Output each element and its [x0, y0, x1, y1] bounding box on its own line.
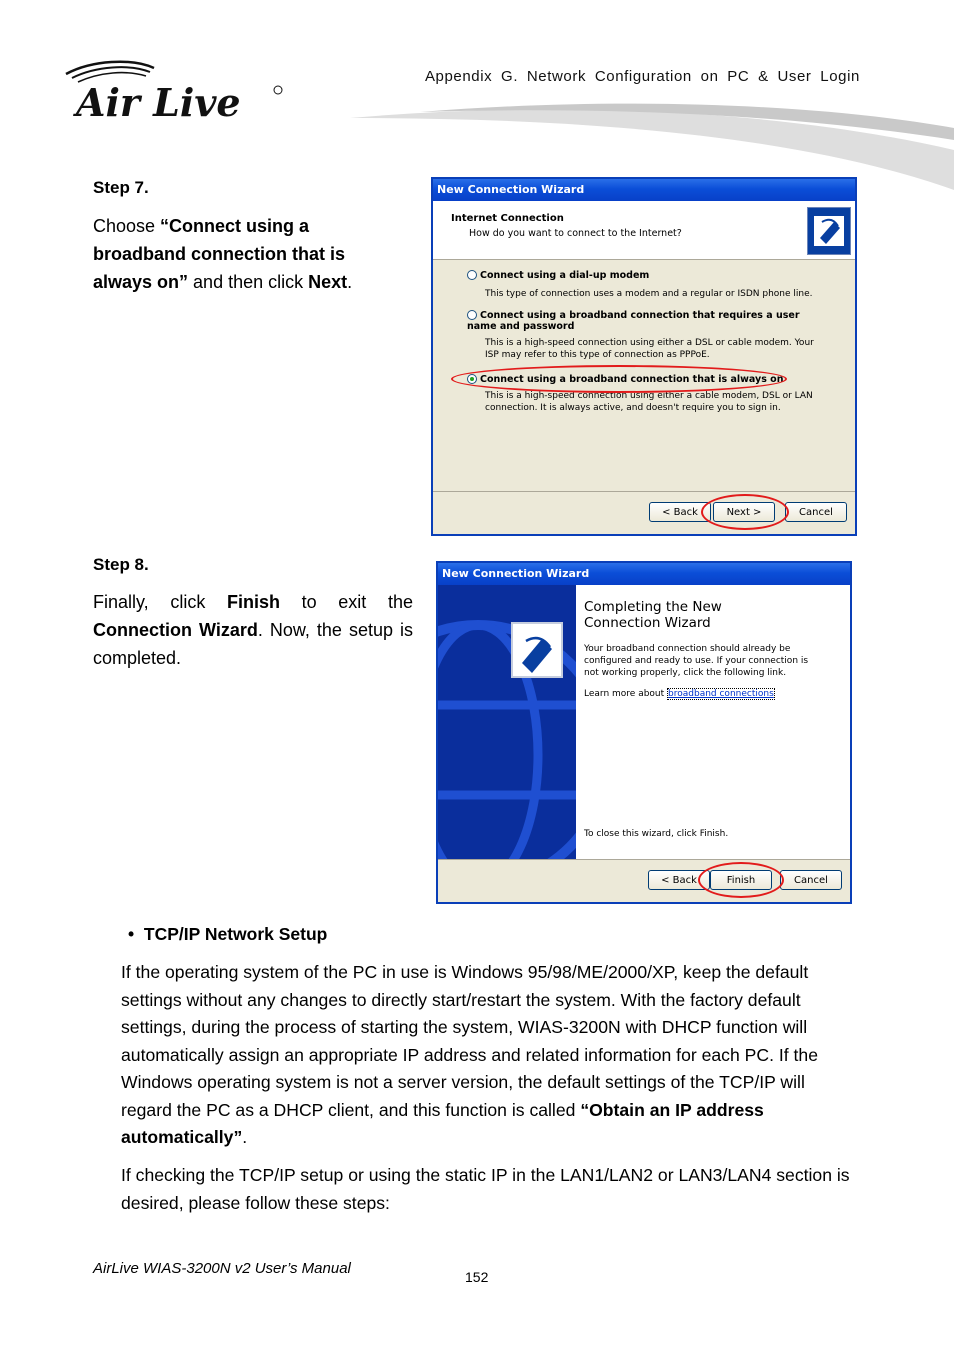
footer-manual-title: AirLive WIAS-3200N v2 User’s Manual — [93, 1260, 351, 1277]
learn-more-line: Learn more about broadband connections — [584, 689, 774, 699]
step-7-instruction: Choose “Connect using a broadband connection that is always on” and then click Next. — [93, 216, 353, 292]
next-button[interactable]: Next > — [713, 502, 775, 522]
broadband-connections-link[interactable]: broadband connections — [668, 689, 774, 699]
option-dialup[interactable]: Connect using a dial-up modem — [467, 270, 649, 281]
dialog-titlebar: New Connection Wizard — [438, 563, 850, 585]
page-header-title: Appendix G. Network Configuration on PC & User Login — [424, 68, 860, 85]
highlight-circle — [451, 365, 787, 393]
tcpip-bullet-heading: • TCP/IP Network Setup — [128, 924, 328, 944]
dialog-titlebar: New Connection Wizard — [433, 179, 855, 201]
step-8-instruction: Finally, click Finish to exit the Connection Wizard. Now, the setup is completed. — [93, 592, 413, 668]
back-button[interactable]: < Back — [649, 502, 711, 522]
step-7-title: Step 7. — [93, 178, 149, 197]
highlight-circle — [701, 494, 789, 530]
tcpip-paragraph-1: If the operating system of the PC in use is Windows 95/98/ME/2000/XP, keep the default settings without any changes to directly start/restart the system. With the factory default settings, during the process of starting the system, WIAS-3200N with DHCP function will automatically assign an appropriate IP address and related information for each PC. If the Windows operating system is not a server version, the default settings of the TCP/IP will regard the PC as a DHCP client, and this function is called “Obtain an IP address automatically”. — [121, 962, 818, 1147]
option-dialup-desc: This type of connection uses a modem and a regular or ISDN phone line. — [485, 289, 813, 299]
wizard-globe-panel — [438, 585, 576, 860]
option-broadband-always-on-desc: This is a high-speed connection using either a cable modem, DSL or LAN connection. It is always active, and doesn't require you to sign in. — [485, 391, 813, 413]
dialog-button-bar — [438, 859, 850, 902]
connection-wizard-dialog-1 — [431, 177, 857, 536]
svg-text:Air Live: Air Live — [76, 80, 241, 124]
tcpip-paragraph-2: If checking the TCP/IP setup or using the static IP in the LAN1/LAN2 or LAN3/LAN4 section is desired, please follow these steps: — [121, 1165, 850, 1213]
step-8-title: Step 8. — [93, 555, 149, 574]
dialog-header — [433, 201, 855, 260]
completion-body: Your broadband connection should already be configured and ready to use. If your connection is not working properly, click the following link. — [584, 644, 809, 678]
finish-button[interactable]: Finish — [710, 870, 772, 890]
highlight-circle — [698, 862, 784, 898]
option-broadband-always-on[interactable]: Connect using a broadband connection that is always on — [467, 374, 783, 385]
radio-broadband-login[interactable] — [467, 310, 477, 320]
option-broadband-login-desc: This is a high-speed connection using either a DSL or cable modem. Your ISP may refer to this type of connection as PPPoE. — [485, 338, 814, 360]
back-button[interactable]: < Back — [648, 870, 710, 890]
connection-wizard-dialog-2 — [436, 561, 852, 904]
page-number: 152 — [465, 1269, 489, 1285]
bullet-glyph: • — [128, 924, 135, 944]
internet-connection-subtitle: How do you want to connect to the Internet? — [469, 228, 682, 239]
radio-dialup[interactable] — [467, 270, 477, 280]
network-plug-icon — [807, 207, 851, 255]
close-instruction: To close this wizard, click Finish. — [584, 829, 729, 839]
cancel-button[interactable]: Cancel — [785, 502, 847, 522]
completion-heading: Completing the New Connection Wizard — [584, 599, 722, 631]
airlive-logo — [62, 58, 292, 124]
wizard-completion-panel — [576, 585, 850, 860]
globe-graphic — [438, 585, 576, 860]
cancel-button[interactable]: Cancel — [780, 870, 842, 890]
internet-connection-title: Internet Connection — [451, 213, 564, 224]
dialog-button-bar — [433, 491, 855, 534]
option-broadband-login[interactable]: Connect using a broadband connection that requires a user name and password — [467, 310, 800, 332]
